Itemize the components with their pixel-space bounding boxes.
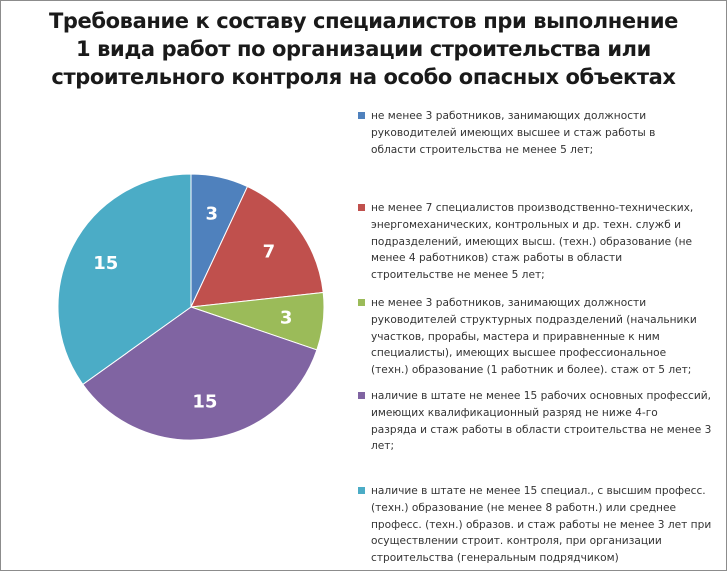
- legend-label-4: наличие в штате не менее 15 рабочих основных профессий, имеющих квалификационный разряд не ниже 4-го разряда и стаж работы в области строительства не менее 3 лет;: [371, 390, 712, 453]
- legend-label-2: не менее 7 специалистов производственно-технических, энергомеханических, контрольных и др. техн. служб и подразделений, имеющих высш. (техн.) образование (не менее 4 работников) стаж работы в области строительстве не менее 5 лет;: [371, 202, 694, 282]
- slice-value-label-1: 3: [205, 203, 219, 225]
- legend-marker-4: [358, 392, 365, 399]
- slice-value-label-2: 7: [262, 241, 276, 263]
- legend-marker-5: [358, 487, 365, 494]
- slice-value-label-3: 3: [279, 307, 293, 329]
- slice-value-label-5: 15: [93, 253, 119, 275]
- chart-title-line-2: 1 вида работ по организации строительства или: [76, 37, 651, 61]
- legend-label-3: не менее 3 работников, занимающих должности руководителей структурных подразделений (начальники участков, прорабы, мастера и приравненные к ним специалисты), имеющих высшее профессиональное (техн.) образование (1 работник и более). стаж от 5 лет;: [371, 297, 697, 377]
- legend-label-1: не менее 3 работников, занимающих должности руководителей имеющих высшее и стаж работы в области строительства не менее 5 лет;: [371, 110, 656, 156]
- legend-marker-3: [358, 299, 365, 306]
- chart-title-line-3: строительного контроля на особо опасных объектах: [51, 65, 676, 89]
- legend-label-5: наличие в штате не менее 15 специал., с высшим професс. (техн.) образование (не менее 8 работн.) или среднее професс. (техн.) образов. и стаж работы не менее 3 лет при осуществлении строит. контроля, при организации строительства (генеральным подрядчиком): [371, 485, 712, 565]
- legend-marker-2: [358, 204, 365, 211]
- slice-value-label-4: 15: [192, 391, 218, 413]
- chart-title-line-1: Требование к составу специалистов при выполнение: [48, 9, 679, 33]
- legend-marker-1: [358, 112, 365, 119]
